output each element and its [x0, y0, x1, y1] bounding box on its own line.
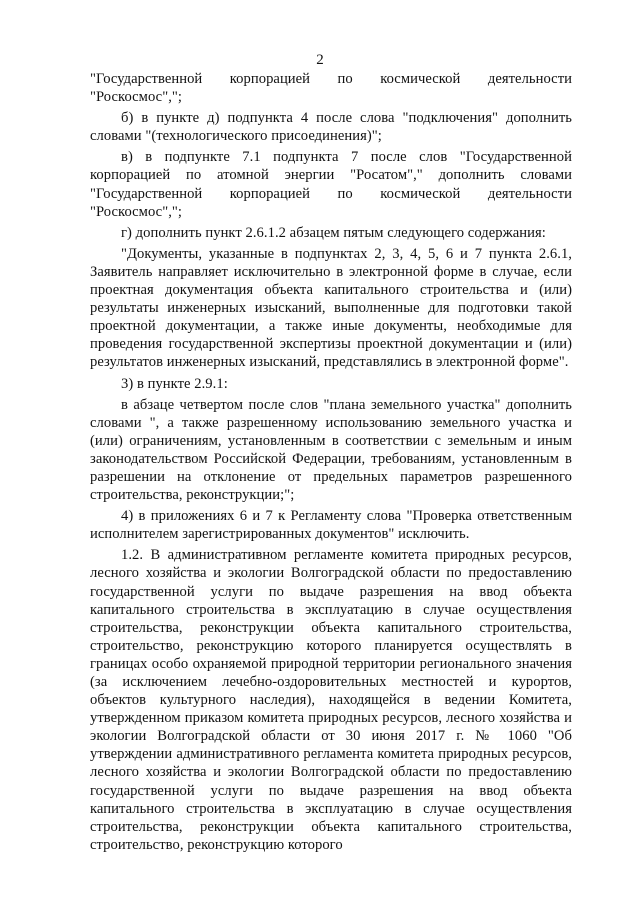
paragraph-item-3-detail: в абзаце четвертом после слов "плана земельного участка" дополнить словами ", а также разрешенному использованию земельного участка и (или) ограничениям, установленным в соответствии с земельным и иным законодательством Российской Федерации, требованиям, установленным в разрешении на отклонение от предельных параметров разрешенного строительства, реконструкции;";: [90, 396, 572, 504]
document-body: [90, 70, 572, 854]
paragraph-continuation: "Государственной корпорацией по космической деятельности "Роскосмос",";: [90, 71, 572, 106]
paragraph-item-v: в) в подпункте 7.1 подпункта 7 после слов "Государственной корпорацией по атомной энергии "Росатом"," дополнить словами "Государственной корпорацией по космической деятельности "Роскосмос",";: [90, 149, 572, 220]
page-number: 2: [316, 52, 324, 68]
paragraph-quoted-addition: "Документы, указанные в подпунктах 2, 3, 4, 5, 6 и 7 пункта 2.6.1, Заявитель направляет исключительно в электронной форме в случае, если проектная документация объекта капитального строительства и (или) результаты инженерных изысканий, выполненные для подготовки такой проектной документации, а также иные документы, необходимые для проведения государственной экспертизы проектной документации и (или) результатов инженерных изысканий, представлялись в электронной форме".: [90, 245, 572, 371]
paragraph-item-4: 4) в приложениях 6 и 7 к Регламенту слова "Проверка ответственным исполнителем зарегистрированных документов" исключить.: [90, 508, 572, 543]
paragraph-item-3: 3) в пункте 2.9.1:: [121, 375, 228, 392]
paragraph-section-1-2: 1.2. В административном регламенте комитета природных ресурсов, лесного хозяйства и экологии Волгоградской области по предоставлению государственной услуги по выдаче разрешения на ввод объекта капитального строительства в эксплуатацию в случае осуществления строительства, реконструкции объекта капитального строительства, строительство, реконструкцию которого планируется осуществлять в границах особо охраняемой природной территории регионального значения (за исключением лечебно-оздоровительных местностей и курортов, объектов культурного наследия), находящейся в ведении Комитета, утвержденном приказом комитета природных ресурсов, лесного хозяйства и экологии Волгоградской области от 30 июня 2017 г. № 1060 "Об утверждении административного регламента комитета природных ресурсов, лесного хозяйства и экологии Волгоградской области по предоставлению государственной услуги по выдаче разрешения на ввод объекта капитального строительства в эксплуатацию в случае осуществления строительства, реконструкции объекта капитального строительства, строительство, реконструкцию которого: [90, 547, 572, 853]
paragraph-item-g: г) дополнить пункт 2.6.1.2 абзацем пятым следующего содержания:: [121, 224, 546, 241]
paragraph-item-b: б) в пункте д) подпункта 4 после слова "подключения" дополнить словами "(технологического присоединения)";: [90, 110, 572, 145]
